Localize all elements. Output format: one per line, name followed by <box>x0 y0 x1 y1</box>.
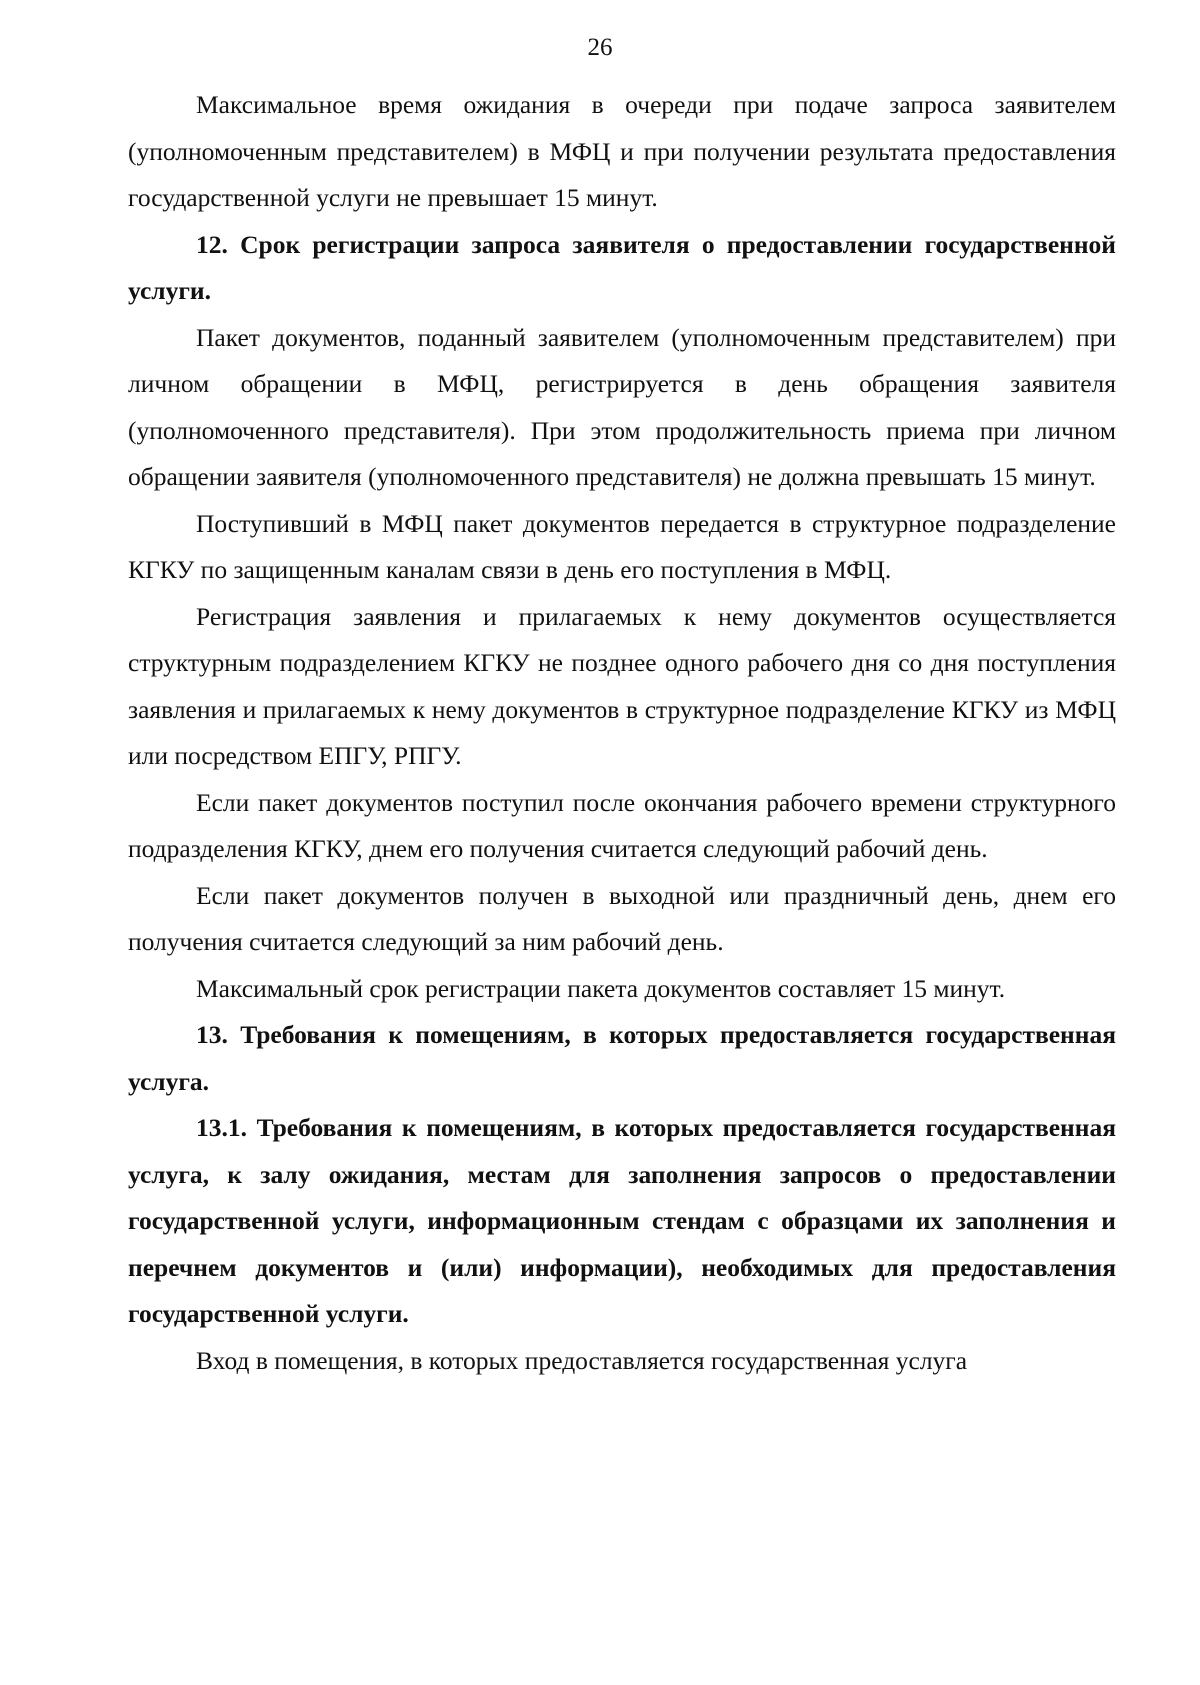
section-heading-13-1: 13.1. Требования к помещениям, в которых предоставляется государственная услуга, к залу ожидания, местам для заполнения запросов о предоставлении государственной услуги, информационным стендам с образцами их заполнения и перечнем документов и (или) информации), необходимых для предоставления государственной услуги. <box>128 1113 1116 1328</box>
paragraph-registration-deadline: Регистрация заявления и прилагаемых к нему документов осуществляется структурным подразделением КГКУ не позднее одного рабочего дня со дня поступления заявления и прилагаемых к нему документов в структурное подразделение КГКУ из МФЦ или посредством ЕПГУ, РПГУ. <box>128 601 1116 770</box>
section-heading-12: 12. Срок регистрации запроса заявителя о предоставлении государственной услуги. <box>128 229 1116 305</box>
section-heading-13: 13. Требования к помещениям, в которых предоставляется государственная услуга. <box>128 1020 1116 1096</box>
paragraph-premises-entrance: Вход в помещения, в которых предоставляется государственная услуга <box>196 1345 968 1375</box>
paragraph-holiday: Если пакет документов получен в выходной или праздничный день, днем его получения считается следующий за ним рабочий день. <box>128 880 1116 956</box>
document-body <box>128 82 1116 1384</box>
paragraph-document-transfer: Поступивший в МФЦ пакет документов передается в структурное подразделение КГКУ по защищенным каналам связи в день его поступления в МФЦ. <box>128 508 1116 584</box>
paragraph-max-registration-time: Максимальный срок регистрации пакета документов составляет 15 минут. <box>196 973 1006 1003</box>
paragraph-after-hours: Если пакет документов поступил после окончания рабочего времени структурного подразделения КГКУ, днем его получения считается следующий рабочий день. <box>128 787 1116 863</box>
paragraph-document-registration: Пакет документов, поданный заявителем (уполномоченным представителем) при личном обращении в МФЦ, регистрируется в день обращения заявителя (уполномоченного представителя). При этом продолжительность приема при личном обращении заявителя (уполномоченного представителя) не должна превышать 15 минут. <box>128 322 1116 491</box>
paragraph-queue-waiting-time: Максимальное время ожидания в очереди при подаче запроса заявителем (уполномоченным представителем) в МФЦ и при получении результата предоставления государственной услуги не превышает 15 минут. <box>128 90 1116 212</box>
page-number: 26 <box>587 34 613 61</box>
